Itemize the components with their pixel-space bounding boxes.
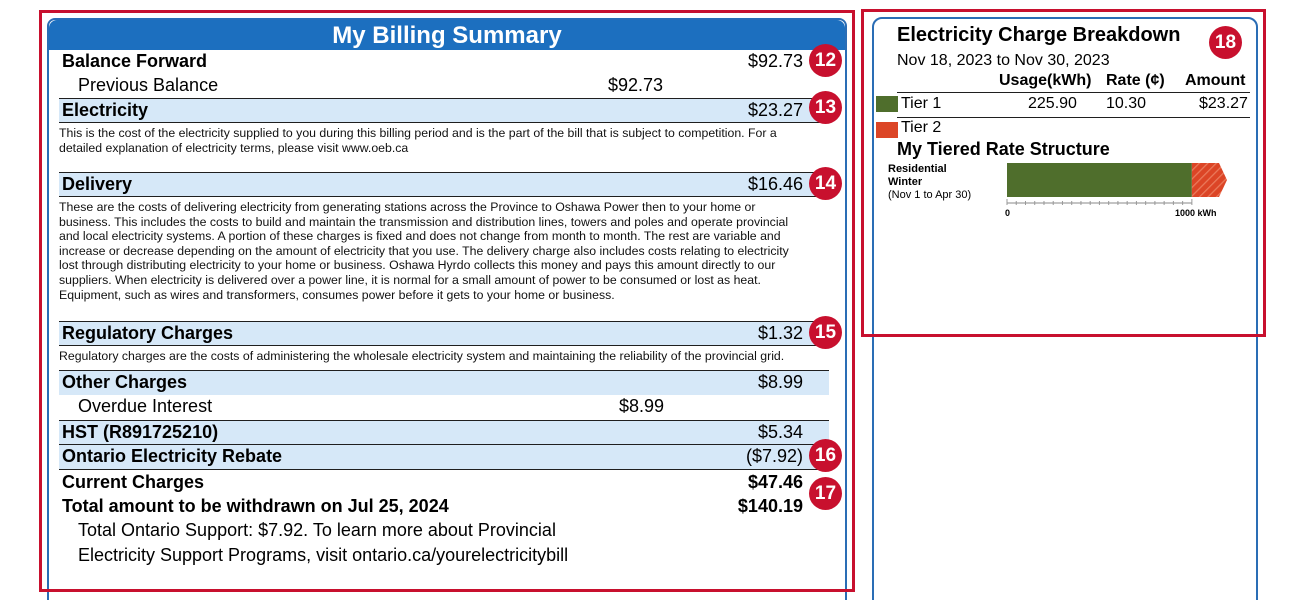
tier-1-usage: 225.90 bbox=[1028, 95, 1077, 112]
rebate-amount: ($7.92) bbox=[745, 446, 803, 466]
other-charges-label: Other Charges bbox=[62, 372, 188, 392]
rate-column-header: Rate (¢) bbox=[1106, 72, 1165, 89]
hst-label: HST (R891725210) bbox=[62, 422, 219, 442]
balance-forward-label: Balance Forward bbox=[62, 51, 208, 71]
regulatory-description-line: Regulatory charges are the costs of administering the wholesale electricity system and maintaining the reliability of the provincial grid. bbox=[59, 349, 785, 363]
ontario-electricity-rebate-row bbox=[59, 445, 829, 470]
usage-column-header: Usage(kWh) bbox=[999, 72, 1092, 89]
amount-column-header: Amount bbox=[1185, 72, 1246, 89]
previous-balance-label: Previous Balance bbox=[78, 75, 219, 95]
delivery-row bbox=[59, 172, 829, 197]
callout-badge-15: 15 bbox=[809, 316, 842, 349]
delivery-description-line: suppliers. When electricity is delivered over a power line, it is normal for a small amount of power to be consumed or lost as heat. bbox=[59, 272, 761, 287]
total-withdrawn-amount: $140.19 bbox=[737, 496, 803, 516]
axis-ticks bbox=[1007, 199, 1192, 205]
delivery-description-line: Equipment, such as wires and transformers, consumes power before it gets to your home or business. bbox=[59, 287, 615, 302]
ontario-support-line: Total Ontario Support: $7.92. To learn more about Provincial bbox=[78, 520, 556, 540]
callout-badge-12: 12 bbox=[809, 44, 842, 77]
callout-badge-16: 16 bbox=[809, 439, 842, 472]
callout-badge-17: 17 bbox=[809, 477, 842, 510]
delivery-description-line: business. This includes the costs to build and maintain the transmission and distribution lines, towers and poles and operate provincial bbox=[59, 214, 789, 229]
breakdown-row-rule bbox=[897, 117, 1250, 118]
hst-amount: $5.34 bbox=[757, 422, 803, 442]
other-charges-amount: $8.99 bbox=[757, 372, 803, 392]
delivery-description-line: increase or decrease depending on the amount of electricity that you use. The delivery charge also includes costs relating to electricity bbox=[59, 243, 789, 258]
total-withdrawn-label: Total amount to be withdrawn on Jul 25, 2024 bbox=[62, 496, 449, 516]
tiered-rate-bar-chart bbox=[1000, 158, 1240, 210]
hst-row bbox=[59, 420, 829, 445]
delivery-description-line: and local electricity systems. A portion of these charges is fixed and does not change from month to month. The rest are variable and bbox=[59, 229, 781, 244]
ontario-support-line: Electricity Support Programs, visit ontario.ca/yourelectricitybill bbox=[78, 545, 569, 565]
tier-season-range: (Nov 1 to Apr 30) bbox=[888, 189, 972, 201]
tier-1-name: Tier 1 bbox=[901, 95, 942, 112]
ontario-support-text bbox=[78, 518, 568, 568]
current-charges-label: Current Charges bbox=[62, 472, 205, 492]
billing-summary-title: My Billing Summary bbox=[49, 20, 845, 50]
other-charges-row bbox=[59, 370, 829, 395]
tier-1-amount: $23.27 bbox=[1199, 95, 1248, 112]
callout-badge-13: 13 bbox=[809, 91, 842, 124]
tier-1-swatch bbox=[876, 96, 898, 112]
tier-category-line: Winter bbox=[888, 176, 923, 188]
billing-period: Nov 18, 2023 to Nov 30, 2023 bbox=[897, 52, 1110, 69]
balance-forward-amount: $92.73 bbox=[747, 51, 803, 71]
tier-2-swatch bbox=[876, 122, 898, 138]
electricity-description-line: This is the cost of the electricity supplied to you during this billing period and is the part of the bill that is subject to competition. For a bbox=[59, 126, 777, 140]
delivery-description-line: These are the costs of delivering electricity from generating stations across the Province to Oshawa Power then to your home or bbox=[59, 200, 756, 214]
tier-1-rate: 10.30 bbox=[1106, 95, 1147, 112]
overdue-interest-amount: $8.99 bbox=[619, 396, 665, 416]
axis-start-label: 0 bbox=[1005, 208, 1011, 218]
electricity-amount: $23.27 bbox=[747, 100, 803, 120]
delivery-amount: $16.46 bbox=[747, 174, 803, 194]
electricity-description-line: detailed explanation of electricity terms, please visit www.oeb.ca bbox=[59, 140, 409, 155]
regulatory-description bbox=[59, 349, 831, 364]
callout-badge-14: 14 bbox=[809, 167, 842, 200]
tier-category-line: Residential bbox=[888, 163, 947, 175]
total-withdrawn-row bbox=[59, 495, 829, 519]
regulatory-charges-row bbox=[59, 321, 829, 346]
electricity-description bbox=[59, 126, 831, 155]
delivery-description bbox=[59, 200, 831, 302]
delivery-label: Delivery bbox=[62, 174, 133, 194]
regulatory-charges-label: Regulatory Charges bbox=[62, 323, 234, 343]
tier-1-bar bbox=[1007, 163, 1192, 197]
tier-category bbox=[888, 163, 947, 189]
tier-2-name: Tier 2 bbox=[901, 119, 942, 136]
breakdown-header-rule bbox=[897, 92, 1250, 93]
axis-end-label: 1000 kWh bbox=[1175, 208, 1217, 218]
balance-forward-row bbox=[59, 50, 829, 74]
delivery-description-line: lost through distributing electricity to your home or business. Oshawa Hyrdo collects this money and pays this amount directly to our bbox=[59, 258, 776, 273]
electricity-row bbox=[59, 98, 829, 123]
charge-breakdown-title: Electricity Charge Breakdown bbox=[897, 24, 1181, 46]
current-charges-row bbox=[59, 471, 829, 495]
tiered-rate-title: My Tiered Rate Structure bbox=[897, 139, 1110, 159]
overdue-interest-label: Overdue Interest bbox=[78, 396, 213, 416]
previous-balance-amount: $92.73 bbox=[608, 75, 664, 95]
tier-2-bar bbox=[1192, 163, 1227, 197]
rebate-label: Ontario Electricity Rebate bbox=[62, 446, 283, 466]
electricity-label: Electricity bbox=[62, 100, 149, 120]
current-charges-amount: $47.46 bbox=[747, 472, 803, 492]
regulatory-charges-amount: $1.32 bbox=[757, 323, 803, 343]
callout-badge-18: 18 bbox=[1209, 26, 1242, 59]
